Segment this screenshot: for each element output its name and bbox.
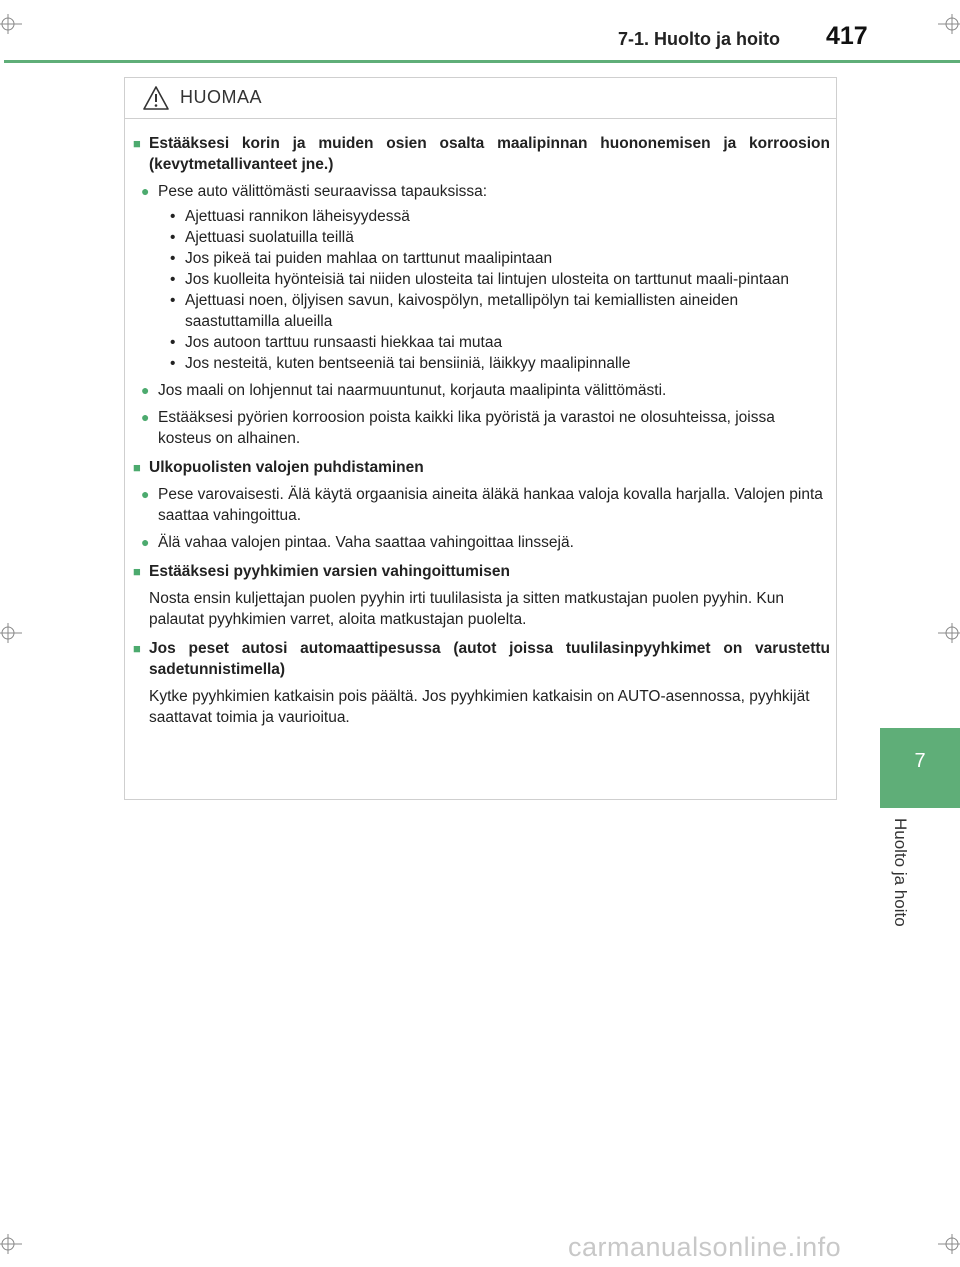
crop-mark-icon <box>0 1232 24 1256</box>
bullet-item: ● Jos maali on lohjennut tai naarmuuntunut, korjauta maalipinta välittömästi. <box>141 382 667 399</box>
header-rule <box>4 60 960 63</box>
section-heading: ■ Jos peset autosi automaattipesussa (autot joissa tuulilasinpyyhkimet on varustettu sadetunnistimella) <box>133 640 830 678</box>
chapter-number: 7 <box>914 750 926 772</box>
watermark: carmanualsonline.info <box>568 1232 842 1262</box>
crop-mark-icon <box>0 12 24 36</box>
paragraph: Kytke pyyhkimien katkaisin pois päältä. Jos pyyhkimien katkaisin on AUTO-asennossa, pyyhkijät saattavat toimia ja vaurioitua. <box>149 688 810 726</box>
crop-mark-icon <box>0 621 24 645</box>
list-item: • Jos pikeä tai puiden mahlaa on tarttunut maalipintaan <box>170 250 553 267</box>
square-bullet-icon: ■ <box>133 564 141 579</box>
square-bullet-icon: ■ <box>133 136 141 151</box>
warning-triangle-icon <box>142 85 170 111</box>
bullet-item: ● Älä vahaa valojen pintaa. Vaha saattaa vahingoittaa linssejä. <box>141 534 574 551</box>
section-heading: ■ Estääksesi korin ja muiden osien osalta maalipinnan huononemisen ja korroosion (kevytmetallivanteet jne.) <box>133 135 830 173</box>
bullet-item: ● Pese auto välittömästi seuraavissa tapauksissa: <box>141 183 488 200</box>
crop-mark-icon <box>936 12 960 36</box>
bullet-item: ● Pese varovaisesti. Älä käytä orgaanisia aineita äläkä hankaa valoja kovalla harjalla. Valojen pinta saattaa vahingoittua. <box>141 486 823 524</box>
page-number: 417 <box>826 22 868 50</box>
section-title: 7-1. Huolto ja hoito <box>618 29 780 49</box>
list-item: • Jos kuolleita hyönteisiä tai niiden ulosteita tai lintujen ulosteita on tarttunut maali-pintaan <box>170 271 790 288</box>
list-item: • Ajettuasi rannikon läheisyydessä <box>170 208 410 225</box>
sub-list <box>167 206 830 374</box>
square-bullet-icon: ■ <box>133 641 141 656</box>
section-heading: ■ Estääksesi pyyhkimien varsien vahingoittumisen <box>133 563 510 580</box>
circle-bullet-icon: ● <box>141 382 150 398</box>
crop-mark-icon <box>936 1232 960 1256</box>
crop-mark-icon <box>936 621 960 645</box>
list-item: • Ajettuasi noen, öljyisen savun, kaivospölyn, metallipölyn tai kemiallisten aineiden saastuttamilla alueilla <box>170 292 739 330</box>
circle-bullet-icon: ● <box>141 534 150 550</box>
circle-bullet-icon: ● <box>141 409 150 425</box>
notice-title: HUOMAA <box>180 87 263 107</box>
circle-bullet-icon: ● <box>141 486 150 502</box>
notice-content <box>133 133 830 728</box>
chapter-label: Huolto ja hoito <box>891 818 910 927</box>
notice-header <box>125 78 836 119</box>
bullet-item: ● Estääksesi pyörien korroosion poista kaikki lika pyöristä ja varastoi ne olosuhteissa, joissa kosteus on alhainen. <box>141 409 775 447</box>
notice-box <box>124 77 837 800</box>
paragraph: Nosta ensin kuljettajan puolen pyyhin irti tuulilasista ja sitten matkustajan puolen pyyhin. Kun palautat pyyhkimien varret, aloita matkustajan puolelta. <box>149 590 785 628</box>
list-item: • Ajettuasi suolatuilla teillä <box>170 229 354 246</box>
chapter-tab <box>880 728 960 808</box>
circle-bullet-icon: ● <box>141 183 150 199</box>
list-item: • Jos autoon tarttuu runsaasti hiekkaa tai mutaa <box>170 334 503 351</box>
section-heading: ■ Ulkopuolisten valojen puhdistaminen <box>133 459 424 476</box>
list-item: • Jos nesteitä, kuten bentseeniä tai bensiiniä, läikkyy maalipinnalle <box>170 355 631 372</box>
square-bullet-icon: ■ <box>133 460 141 475</box>
